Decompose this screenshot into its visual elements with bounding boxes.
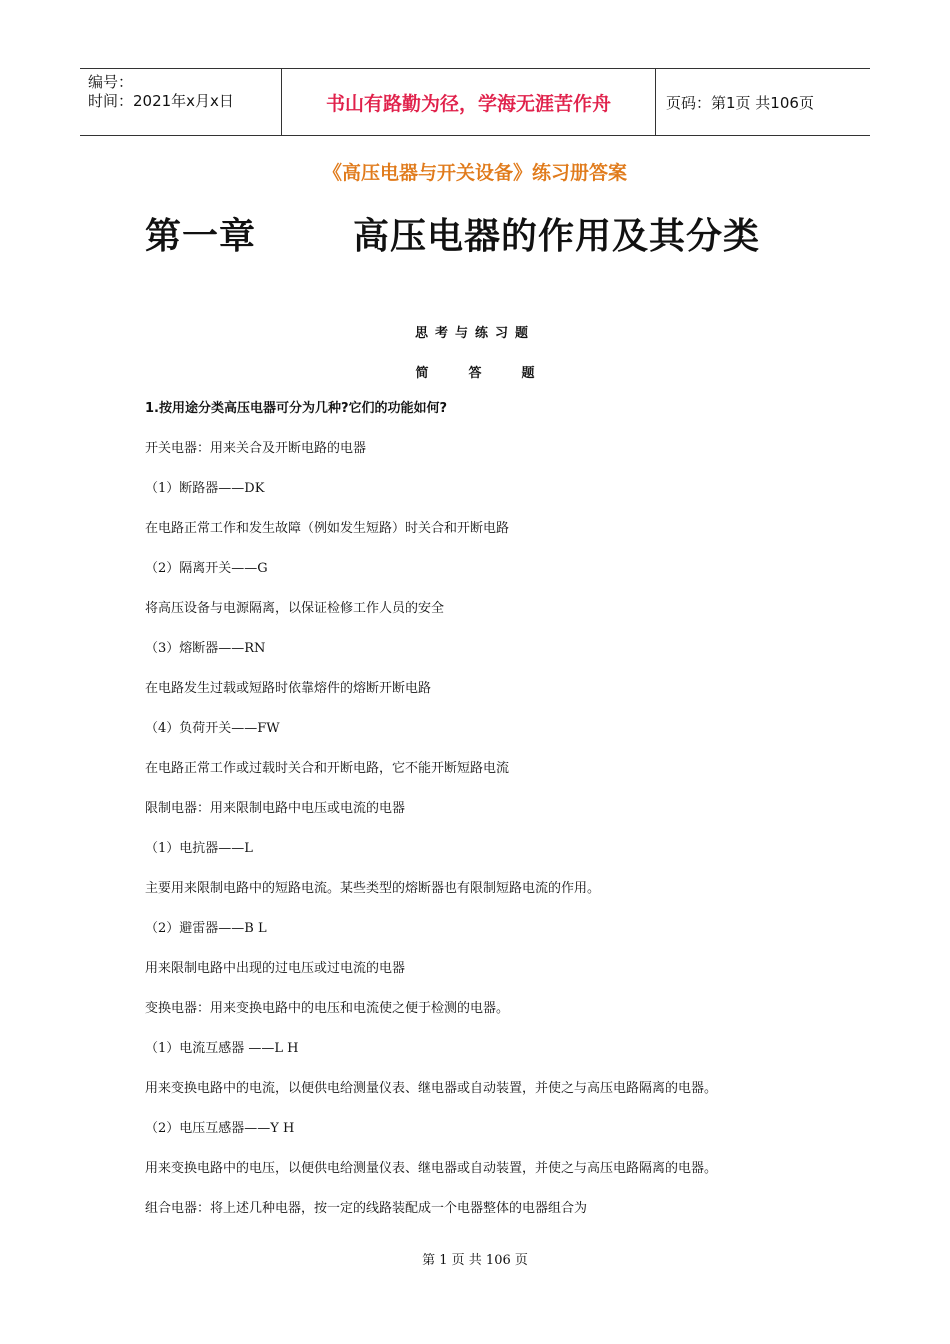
chapter-heading: [145, 208, 760, 259]
answer-line: 变换电器：用来变换电路中的电压和电流使之便于检测的电器。: [145, 1001, 510, 1016]
subsection-char: 答: [468, 366, 482, 381]
page-footer: 第 1 页 共 106 页: [422, 1253, 528, 1268]
answer-line: 将高压设备与电源隔离，以保证检修工作人员的安全: [145, 601, 445, 616]
document-date: 时间：2021年x月x日: [88, 92, 234, 110]
header-motto: 书山有路勤为径，学海无涯苦作舟: [281, 69, 656, 135]
section-title: 思考与练习题: [414, 326, 535, 341]
answer-line: （2）避雷器——B L: [145, 921, 267, 936]
answer-line: 用来限制电路中出现的过电压或过电流的电器: [145, 961, 406, 976]
answer-line: （1）电抗器——L: [145, 841, 253, 856]
answer-line: 限制电器：用来限制电路中电压或电流的电器: [145, 801, 406, 816]
answer-line: （2）隔离开关——G: [145, 561, 268, 576]
answer-line: 开关电器：用来关合及开断电路的电器: [145, 441, 367, 456]
document-number-label: 编号：: [88, 73, 134, 91]
subsection-title: [0, 362, 950, 381]
answer-line: 用来变换电路中的电压，以便供电给测量仪表、继电器或自动装置，并使之与高压电路隔离的电器。: [145, 1161, 718, 1176]
answer-line: （1）电流互感器 ——L H: [145, 1041, 299, 1056]
answer-line: （1）断路器——DK: [145, 481, 265, 496]
chapter-title: 高压电器的作用及其分类: [353, 216, 761, 257]
subsection-char: 简: [415, 366, 429, 381]
answer-line: 在电路正常工作或过载时关合和开断电路，它不能开断短路电流: [145, 761, 510, 776]
chapter-number: 第一章: [145, 216, 257, 257]
document-title: 《高压电器与开关设备》练习册答案: [322, 162, 627, 184]
header-meta: [80, 69, 281, 135]
answer-line: （2）电压互感器——Y H: [145, 1121, 295, 1136]
page-header: [80, 68, 870, 136]
answer-line: 组合电器：将上述几种电器，按一定的线路装配成一个电器整体的电器组合为: [145, 1201, 588, 1216]
subsection-char: 题: [521, 366, 535, 381]
answer-line: （3）熔断器——RN: [145, 641, 266, 656]
answer-line: 用来变换电路中的电流，以便供电给测量仪表、继电器或自动装置，并使之与高压电路隔离的电器。: [145, 1081, 718, 1096]
answer-line: （4）负荷开关——FW: [145, 721, 280, 736]
answer-line: 在电路发生过载或短路时依靠熔件的熔断开断电路: [145, 681, 432, 696]
question-text: 1.按用途分类高压电器可分为几种?它们的功能如何?: [145, 401, 448, 416]
header-page-info: 页码：第1页 共106页: [666, 93, 814, 112]
answer-line: 在电路正常工作和发生故障（例如发生短路）时关合和开断电路: [145, 521, 510, 536]
answer-line: 主要用来限制电路中的短路电流。某些类型的熔断器也有限制短路电流的作用。: [145, 881, 601, 896]
answer-body: [145, 402, 845, 1242]
